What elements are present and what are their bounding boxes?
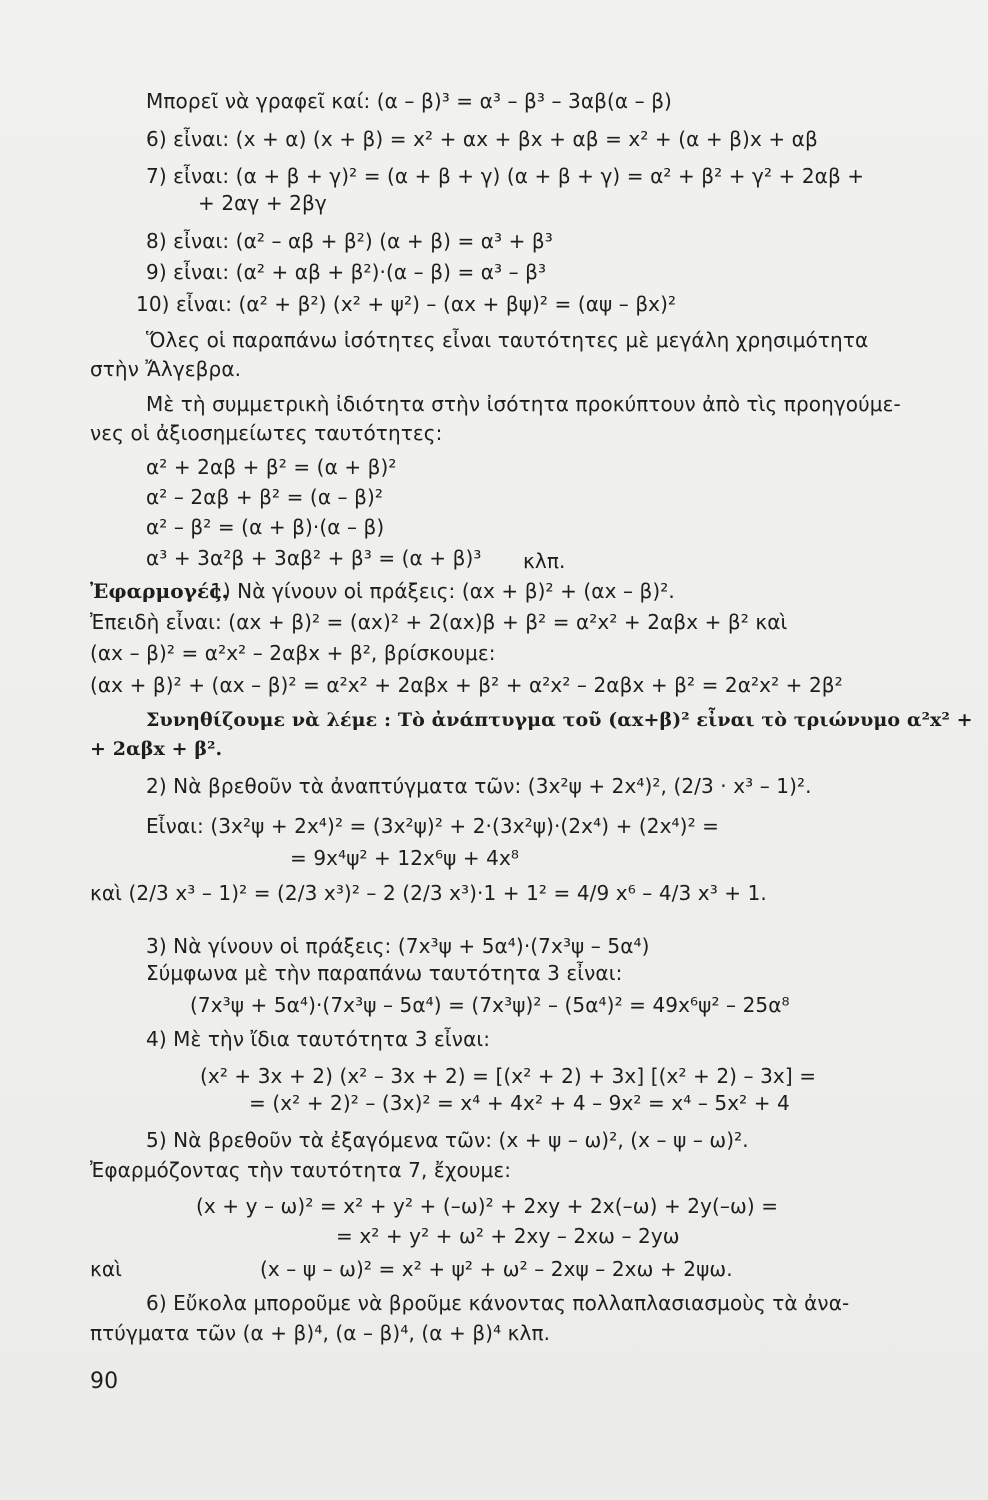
text-line: = 9x⁴ψ² + 12x⁶ψ + 4x⁸ [290,846,520,870]
text-line: + 2αβx + β². [90,738,223,760]
text-line: 2) Νὰ βρεθοῦν τὰ ἀναπτύγματα τῶν: (3x²ψ + 2x⁴)², (2/3 · x³ – 1)². [146,774,812,798]
text-line: 9) εἶναι: (α² + αβ + β²)·(α – β) = α³ – β³ [146,260,547,284]
text-line: 7) εἶναι: (α + β + γ)² = (α + β + γ) (α + β + γ) = α² + β² + γ² + 2αβ + [146,164,865,188]
text-line: (x – ψ – ω)² = x² + ψ² + ω² – 2xψ – 2xω + 2ψω. [260,1257,733,1281]
text-line: καὶ (2/3 x³ – 1)² = (2/3 x³)² – 2 (2/3 x³)·1 + 1² = 4/9 x⁶ – 4/3 x³ + 1. [90,881,767,905]
text-line: 4) Μὲ τὴν ἴδια ταυτότητα 3 εἶναι: [146,1027,491,1051]
text-line: 1) Νὰ γίνουν οἱ πράξεις: (αx + β)² + (αx – β)². [210,579,675,603]
text-line: 6) εἶναι: (x + α) (x + β) = x² + αx + βx + αβ = x² + (α + β)x + αβ [146,127,818,151]
page-number: 90 [90,1369,119,1394]
text-line: Συνηθίζουμε νὰ λέμε : Τὸ ἀνάπτυγμα τοῦ (αx+β)² εἶναι τὸ τριώνυμο α²x² + [146,709,973,731]
text-line: 10) εἶναι: (α² + β²) (x² + ψ²) – (αx + βψ)² = (αψ – βx)² [136,292,677,316]
text-line: Ἐφαρμόζοντας τὴν ταυτότητα 7, ἔχουμε: [90,1158,512,1182]
text-line: (αx – β)² = α²x² – 2αβx + β², βρίσκουμε: [90,641,496,665]
text-line: 3) Νὰ γίνουν οἱ πράξεις: (7x³ψ + 5α⁴)·(7x³ψ – 5α⁴) [146,934,650,958]
text-line: Μπορεῖ νὰ γραφεῖ καί: (α – β)³ = α³ – β³ – 3αβ(α – β) [146,89,672,113]
text-line: + 2αγ + 2βγ [198,191,327,215]
text-line: κλπ. [523,549,566,573]
text-line: στὴν Ἄλγεβρα. [90,357,242,381]
text-line: (7x³ψ + 5α⁴)·(7x³ψ – 5α⁴) = (7x³ψ)² – (5α⁴)² = 49x⁶ψ² – 25α⁸ [190,993,790,1017]
text-line: Σύμφωνα μὲ τὴν παραπάνω ταυτότητα 3 εἶναι: [146,961,623,985]
text-line: (αx + β)² + (αx – β)² = α²x² + 2αβx + β² + α²x² – 2αβx + β² = 2α²x² + 2β² [90,673,843,697]
identity-line: α² – 2αβ + β² = (α – β)² [146,485,383,509]
text-line: Μὲ τὴ συμμετρικὴ ἰδιότητα στὴν ἰσότητα προκύπτουν ἀπὸ τὶς προηγούμε- [146,392,901,416]
section-heading: Ἐφαρμογές. [90,579,229,603]
text-line: 8) εἶναι: (α² – αβ + β²) (α + β) = α³ + β³ [146,229,553,253]
text-line: = (x² + 2)² – (3x)² = x⁴ + 4x² + 4 – 9x² = x⁴ – 5x² + 4 [249,1091,790,1115]
text-line: Ἐπειδὴ εἶναι: (αx + β)² = (αx)² + 2(αx)β + β² = α²x² + 2αβx + β² καὶ [90,610,788,634]
text-line: = x² + y² + ω² + 2xy – 2xω – 2yω [336,1224,680,1248]
text-line: νες οἱ ἀξιοσημείωτες ταυτότητες: [90,421,443,445]
text-line: πτύγματα τῶν (α + β)⁴, (α – β)⁴, (α + β)⁴ κλπ. [90,1321,551,1345]
text-line: (x² + 3x + 2) (x² – 3x + 2) = [(x² + 2) + 3x] [(x² + 2) – 3x] = [200,1064,817,1088]
text-line: 6) Εὔκολα μποροῦμε νὰ βροῦμε κάνοντας πολλαπλασιασμοὺς τὰ ἀνα- [146,1291,850,1315]
text-line: Εἶναι: (3x²ψ + 2x⁴)² = (3x²ψ)² + 2·(3x²ψ)·(2x⁴) + (2x⁴)² = [146,814,719,838]
identity-line: α² – β² = (α + β)·(α – β) [146,515,385,539]
text-line: (x + y – ω)² = x² + y² + (–ω)² + 2xy + 2x(–ω) + 2y(–ω) = [196,1194,779,1218]
identity-line: α³ + 3α²β + 3αβ² + β³ = (α + β)³ [146,546,482,570]
text-line: Ὅλες οἱ παραπάνω ἰσότητες εἶναι ταυτότητες μὲ μεγάλη χρησιμότητα [146,328,869,352]
identity-line: α² + 2αβ + β² = (α + β)² [146,455,397,479]
text-line: καὶ [90,1257,123,1281]
text-line: 5) Νὰ βρεθοῦν τὰ ἐξαγόμενα τῶν: (x + ψ – ω)², (x – ψ – ω)². [146,1128,749,1152]
